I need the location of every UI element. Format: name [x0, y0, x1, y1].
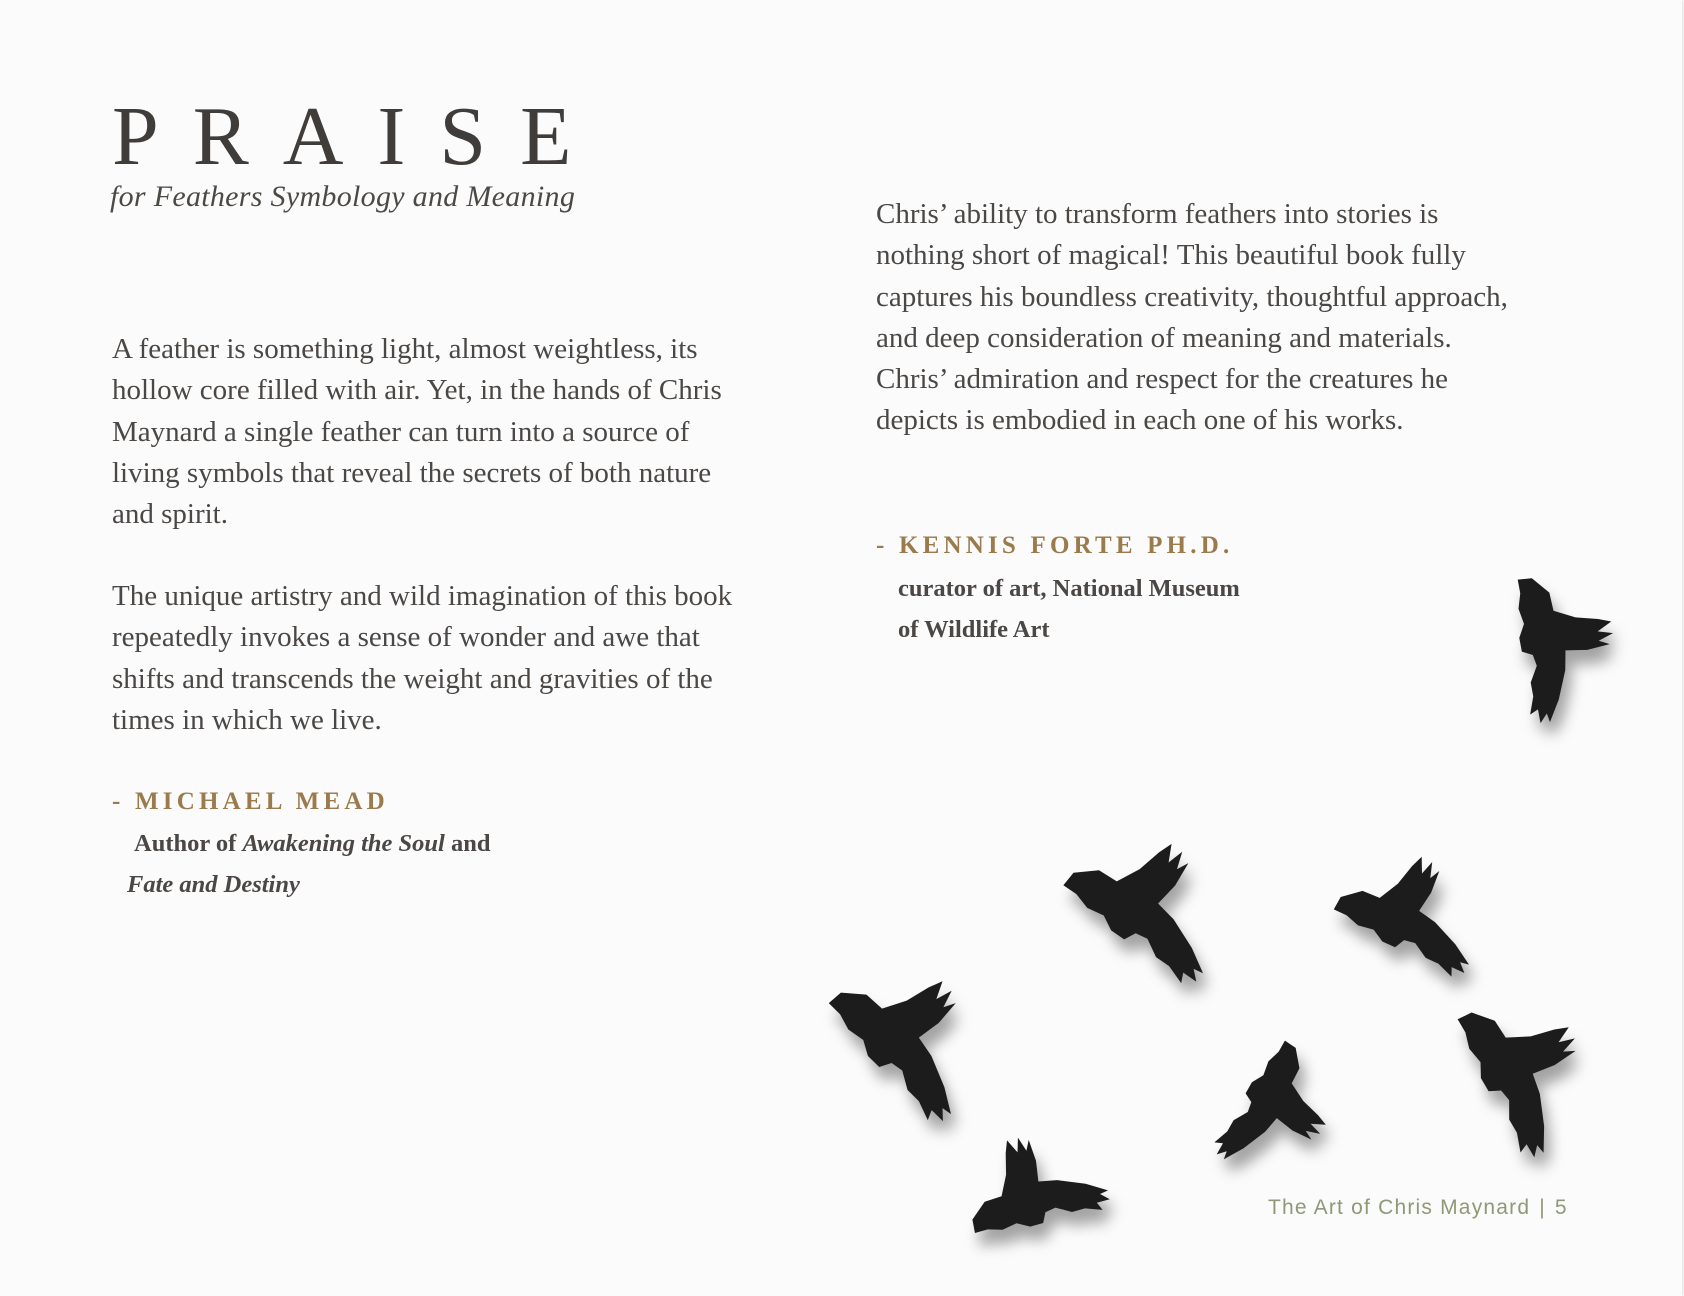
praise-paragraph-2: The unique artistry and wild imagination of this book repeatedly invokes a sense of wonder and awe that shifts and transcends the weight and gravities of the times in which we live. — [112, 580, 733, 736]
attribution-name-kennis-forte: - KENNIS FORTE PH.D. — [876, 532, 1234, 559]
page-title: PRAISE — [112, 90, 606, 183]
attribution-credential-line-1: curator of art, National Museum — [898, 575, 1240, 602]
page-subtitle: for Feathers Symbology and Meaning — [110, 180, 576, 213]
crow-icon — [1047, 810, 1247, 990]
praise-paragraph-3: Chris’ ability to transform feathers into stories is nothing short of magical! This beautiful book fully captures his boundless creativity, thoughtful approach, and deep consideration of meaning and materials. Chris’ admiration and respect for the creatures he depicts is embodied in each one of his works. — [876, 198, 1508, 437]
attribution-credential-line-2 — [127, 871, 300, 899]
crow-icon — [1429, 968, 1620, 1164]
attribution-credential-line-2: of Wildlife Art — [898, 616, 1050, 643]
credential-prefix: Author of — [134, 830, 243, 857]
footer-separator: | — [1539, 1196, 1546, 1219]
praise-paragraph-1: A feather is something light, almost weightless, its hollow core filled with air. Yet, in the hands of Chris Maynard a single feather can turn into a source of living symbols that reveal the secrets of both nature and spirit. — [112, 333, 722, 531]
credential-suffix: and — [444, 830, 491, 857]
crow-icon — [1325, 838, 1493, 980]
footer-book-title: The Art of Chris Maynard — [1268, 1196, 1531, 1219]
crow-icon — [806, 935, 1010, 1129]
crow-icon — [1485, 555, 1636, 728]
page-number: 5 — [1554, 1196, 1568, 1219]
attribution-name-michael-mead: - MICHAEL MEAD — [112, 788, 389, 815]
page-footer — [1268, 1196, 1568, 1220]
book-title-fate: Fate and Destiny — [127, 871, 300, 898]
book-title-awakening: Awakening the Soul — [242, 830, 445, 857]
crow-icon — [945, 1111, 1114, 1263]
attribution-credential-line-1 — [134, 830, 491, 858]
crow-icon — [1210, 1030, 1348, 1188]
